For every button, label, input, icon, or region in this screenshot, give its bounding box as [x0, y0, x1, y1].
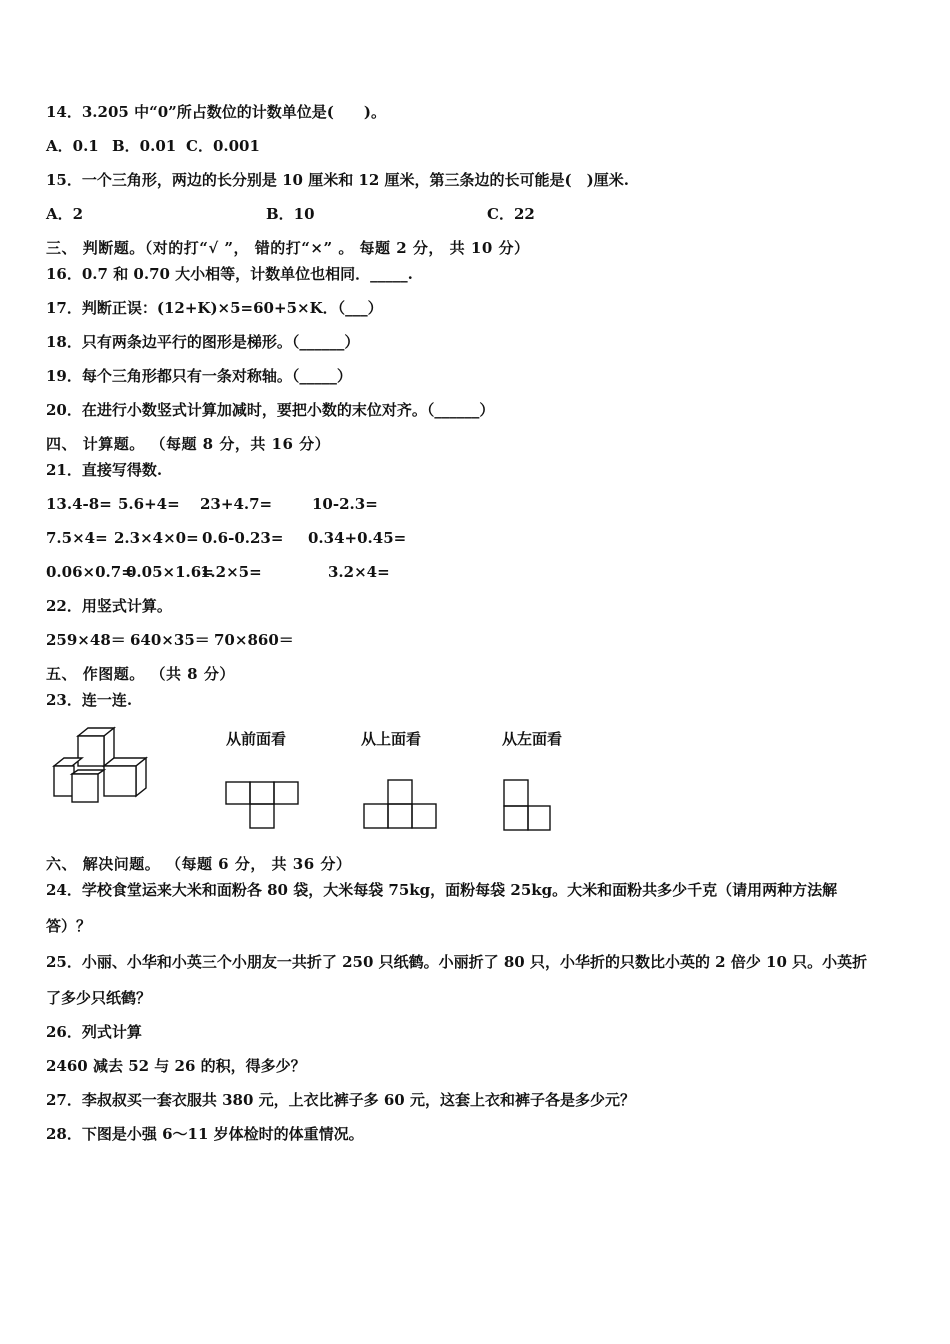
- q24-line1: 24．学校食堂运来大米和面粉各 80 袋，大米每袋 75kg，面粉每袋 25kg。大米和面粉共多少千克（请用两种方法解: [46, 881, 838, 899]
- q21-item: 1.2×5=: [200, 563, 262, 581]
- q22-stem: 22．用竖式计算。: [46, 597, 172, 615]
- q21-item: 23+4.7=: [200, 495, 273, 513]
- q19: 19．每个三角形都只有一条对称轴。（_____）: [46, 367, 352, 385]
- q21-item: 0.05×1.6=: [126, 563, 214, 581]
- q22-item: 640×35＝: [130, 631, 210, 649]
- section-4-heading: 四、 计算题。 （每题 8 分，共 16 分）: [46, 435, 331, 453]
- front-view-shape: [224, 780, 302, 832]
- top-view-shape: [362, 778, 442, 832]
- q22-item: 70×860＝: [214, 631, 294, 649]
- q24-line2: 答）？: [46, 917, 92, 935]
- q17: 17．判断正误：(12+K)×5=60+5×K．（___）: [46, 299, 383, 317]
- q21-item: 2.3×4×0=: [114, 529, 199, 547]
- q25-line2: 了多少只纸鹤？: [46, 989, 152, 1007]
- q21-item: 10-2.3=: [312, 495, 378, 513]
- q14-stem: 14．3.205 中“0”所占数位的计数单位是( )。: [46, 103, 386, 121]
- q18: 18．只有两条边平行的图形是梯形。（______）: [46, 333, 360, 351]
- q15-stem: 15．一个三角形，两边的长分别是 10 厘米和 12 厘米，第三条边的长可能是( )厘米.: [46, 171, 629, 189]
- q21-item: 0.34+0.45=: [308, 529, 407, 547]
- section-5-heading: 五、 作图题。 （共 8 分）: [46, 665, 235, 683]
- q15-option-c: C．22: [487, 205, 535, 223]
- q22-item: 259×48＝: [46, 631, 126, 649]
- q21-item: 13.4-8=: [46, 495, 112, 513]
- section-3-heading: 三、 判断题。（对的打“√ ”， 错的打“×” 。 每题 2 分， 共 10 分）: [46, 239, 530, 257]
- q21-item: 3.2×4=: [328, 563, 390, 581]
- q26-body: 2460 减去 52 与 26 的积，得多少？: [46, 1057, 306, 1075]
- q27: 27．李叔叔买一套衣服共 380 元，上衣比裤子多 60 元，这套上衣和裤子各是多少元？: [46, 1091, 635, 1109]
- q21-stem: 21．直接写得数.: [46, 461, 163, 479]
- caption-top-view: 从上面看: [361, 730, 422, 748]
- q15-option-b: B．10: [266, 205, 315, 223]
- q20: 20．在进行小数竖式计算加减时，要把小数的末位对齐。（______）: [46, 401, 495, 419]
- q14-option-c: C．0.001: [186, 137, 260, 155]
- q26-stem: 26．列式计算: [46, 1023, 142, 1041]
- q21-item: 7.5×4=: [46, 529, 108, 547]
- caption-left-view: 从左面看: [502, 730, 563, 748]
- q25-line1: 25．小丽、小华和小英三个小朋友一共折了 250 只纸鹤。小丽折了 80 只，小华折的只数比小英的 2 倍少 10 只。小英折: [46, 953, 868, 971]
- q28: 28．下图是小强 6～11 岁体检时的体重情况。: [46, 1125, 364, 1143]
- q16: 16．0.7 和 0.70 大小相等，计数单位也相同．_____.: [46, 265, 413, 283]
- q15-option-a: A．2: [46, 205, 84, 223]
- q21-item: 0.06×0.7=: [46, 563, 134, 581]
- q14-option-b: B．0.01: [112, 137, 177, 155]
- section-6-heading: 六、 解决问题。 （每题 6 分， 共 36 分）: [46, 855, 352, 873]
- caption-front-view: 从前面看: [226, 730, 287, 748]
- q21-item: 0.6-0.23=: [202, 529, 284, 547]
- q23-stem: 23．连一连.: [46, 691, 133, 709]
- q14-option-a: A．0.1: [46, 137, 99, 155]
- q21-item: 5.6+4=: [118, 495, 180, 513]
- cube-solid-figure: [48, 724, 158, 806]
- left-view-shape: [500, 778, 556, 834]
